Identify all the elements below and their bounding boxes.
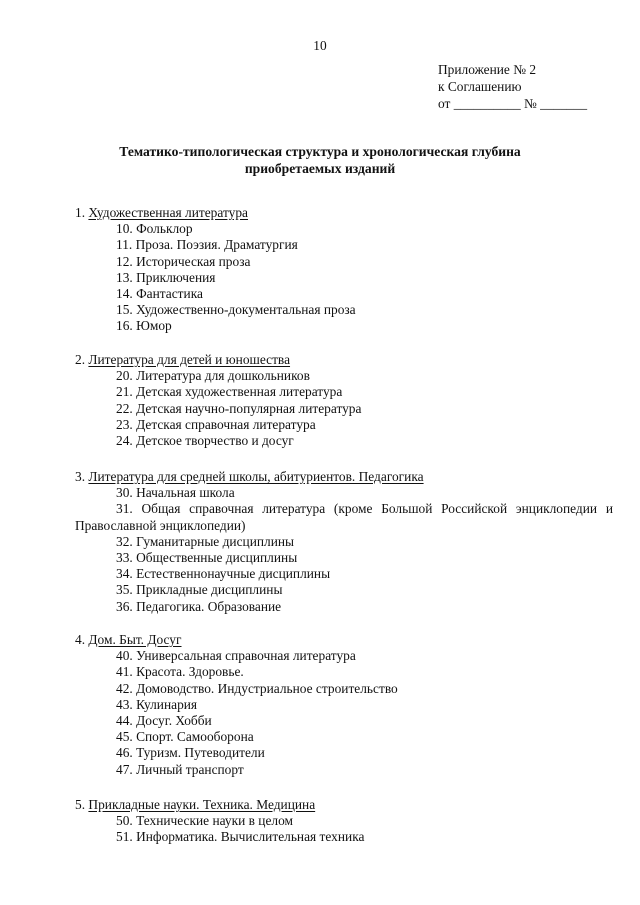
section-title: Прикладные науки. Техника. Медицина (88, 797, 316, 812)
list-item: 50. Технические науки в целом (116, 813, 293, 829)
list-item: 42. Домоводство. Индустриальное строительство (116, 680, 398, 696)
list-item: 31. Общая справочная литература (кроме Большой Российской энциклопедии и Православной энциклопедии) (75, 501, 613, 533)
list-item: 33. Общественные дисциплины (116, 550, 298, 566)
section-applied-sciences (75, 797, 613, 846)
section-heading (75, 632, 613, 648)
list-item: 45. Спорт. Самооборона (116, 729, 254, 745)
section-heading (75, 205, 613, 221)
list-item: 16. Юмор (116, 318, 172, 334)
section-fiction (75, 205, 613, 335)
document-title-line-1: Тематико-типологическая структура и хронологическая глубина (119, 144, 521, 159)
list-item: 30. Начальная школа (116, 485, 235, 501)
section-title: Художественная литература (88, 205, 248, 220)
list-item: 20. Литература для дошкольников (116, 368, 310, 384)
appendix-header (438, 62, 587, 113)
section-heading (75, 469, 613, 485)
document-title-line-2: приобретаемых изданий (244, 161, 396, 176)
appendix-date-number: от __________ № _______ (438, 96, 588, 111)
list-item: 10. Фольклор (116, 221, 193, 237)
list-item: 41. Красота. Здоровье. (116, 664, 244, 680)
list-item: 43. Кулинария (116, 696, 198, 712)
section-items (75, 485, 613, 615)
section-children-literature (75, 352, 613, 449)
list-item: 44. Досуг. Хобби (116, 713, 212, 729)
list-item: 34. Естественнонаучные дисциплины (116, 566, 331, 582)
page-number: 10 (313, 38, 327, 53)
appendix-number: Приложение № 2 (438, 62, 537, 77)
section-items (75, 648, 613, 778)
section-heading (75, 352, 613, 368)
section-number: 2. (75, 352, 86, 367)
list-item: 51. Информатика. Вычислительная техника (116, 829, 365, 845)
section-items (75, 368, 613, 449)
section-number: 5. (75, 797, 86, 812)
section-title: Литература для средней школы, абитуриентов. Педагогика (88, 469, 424, 484)
appendix-agreement: к Соглашению (438, 79, 522, 94)
list-item: 40. Универсальная справочная литература (116, 648, 356, 664)
list-item: 36. Педагогика. Образование (116, 598, 282, 614)
section-school-literature (75, 469, 613, 615)
section-home-leisure (75, 632, 613, 778)
section-number: 1. (75, 205, 86, 220)
list-item: 12. Историческая проза (116, 253, 251, 269)
list-item: 22. Детская научно-популярная литература (116, 400, 362, 416)
list-item: 46. Туризм. Путеводители (116, 745, 265, 761)
list-item: 32. Гуманитарные дисциплины (116, 533, 295, 549)
section-items (75, 221, 613, 334)
section-heading (75, 797, 613, 813)
list-item: 13. Приключения (116, 269, 216, 285)
list-item: 14. Фантастика (116, 286, 203, 302)
list-item: 24. Детское творчество и досуг (116, 433, 294, 449)
list-item: 11. Проза. Поэзия. Драматургия (116, 237, 298, 253)
list-item: 23. Детская справочная литература (116, 416, 316, 432)
section-items (75, 813, 613, 845)
section-number: 4. (75, 632, 86, 647)
list-item: 15. Художественно-документальная проза (116, 302, 356, 318)
list-item: 35. Прикладные дисциплины (116, 582, 283, 598)
section-number: 3. (75, 469, 86, 484)
section-title: Литература для детей и юношества (88, 352, 291, 367)
list-item: 47. Личный транспорт (116, 761, 244, 777)
section-title: Дом. Быт. Досуг (88, 632, 182, 647)
list-item: 21. Детская художественная литература (116, 384, 343, 400)
document-title (0, 143, 640, 177)
